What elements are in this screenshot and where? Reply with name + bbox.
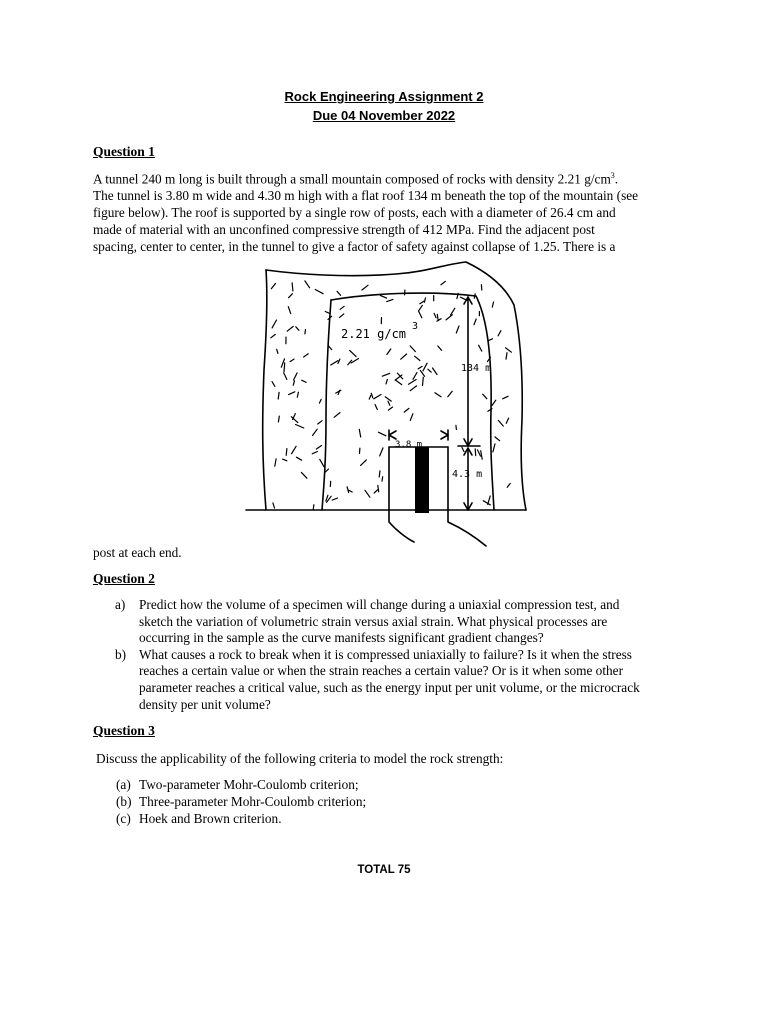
rock-hatch-mark: [424, 298, 425, 302]
rock-hatch-mark: [488, 339, 492, 341]
rock-hatch-mark: [284, 373, 287, 380]
rock-hatch-mark: [278, 392, 279, 399]
rock-hatch-mark: [273, 503, 275, 508]
item-marker: b): [115, 646, 127, 662]
question-1-text: [93, 167, 683, 255]
rock-hatch-mark: [332, 498, 337, 500]
rock-hatch-mark: [415, 356, 420, 360]
rock-hatch-mark: [334, 413, 340, 418]
item-line: Predict how the volume of a specimen will change during a uniaxial compression test, and: [139, 597, 620, 612]
rock-hatch-mark: [351, 359, 358, 364]
rock-hatch-mark: [296, 457, 301, 460]
rock-hatch-mark: [506, 353, 507, 359]
rock-hatch-mark: [271, 334, 276, 337]
rock-hatch-mark: [289, 392, 295, 395]
rock-hatch-mark: [289, 294, 293, 298]
rock-hatch-mark: [423, 377, 424, 385]
question-3-heading: Question 3: [93, 723, 155, 738]
rock-hatch-mark: [479, 345, 482, 351]
rock-hatch-mark: [441, 281, 445, 284]
rock-hatch-mark: [437, 314, 438, 320]
width-label: 3.8 m: [395, 440, 423, 450]
rock-hatch-mark: [296, 425, 304, 429]
rock-hatch-mark: [456, 326, 459, 333]
rock-hatch-mark: [284, 363, 285, 372]
rock-hatch-mark: [340, 314, 344, 318]
rock-hatch-mark: [419, 311, 422, 318]
rock-hatch-mark: [503, 396, 508, 399]
rock-hatch-mark: [292, 446, 297, 453]
rock-hatch-mark: [404, 408, 409, 412]
q1-line: spacing, center to center, in the tunnel to give a factor of safety against collapse of 1.25. There is a: [93, 239, 616, 255]
rock-hatch-mark: [304, 354, 309, 357]
tunnel-figure: [236, 260, 536, 555]
rock-hatch-mark: [272, 320, 276, 328]
rock-hatch-mark: [379, 471, 380, 477]
tunnel-drawing: [236, 260, 536, 555]
rock-hatch-mark: [294, 373, 298, 380]
rock-hatch-mark: [325, 312, 329, 314]
criterion-text: Two-parameter Mohr-Coulomb criterion;: [139, 777, 359, 792]
question-2-heading: Question 2: [93, 571, 155, 586]
question-2a: [115, 597, 695, 647]
criterion-item: [116, 776, 366, 793]
rock-hatch-mark: [288, 307, 290, 314]
rock-hatch-mark: [410, 414, 413, 421]
q1-line: A tunnel 240 m long is built through a small mountain composed of rocks with density 2.21 $g/cm^3$.: [93, 171, 619, 187]
criterion-item: [116, 793, 366, 810]
rock-hatch-mark: [456, 425, 457, 429]
rock-hatch-mark: [320, 459, 324, 466]
question-2b: [115, 647, 695, 713]
item-line: parameter reaches a critical value, such as the energy input per unit volume, or the microcrack: [139, 679, 640, 695]
rock-hatch-mark: [350, 350, 356, 356]
rock-hatch-mark: [371, 393, 373, 398]
rock-hatch-mark: [382, 477, 383, 481]
rock-hatch-mark: [506, 348, 512, 352]
rock-hatch-mark: [483, 394, 487, 399]
criterion-text: Hoek and Brown criterion.: [139, 811, 282, 826]
rock-hatch-mark: [387, 299, 393, 301]
rock-hatch-mark: [329, 346, 332, 350]
rock-hatch-mark: [418, 366, 422, 369]
rock-hatch-mark: [448, 391, 452, 397]
criteria-list: [116, 776, 366, 827]
q1-line: figure below). The roof is supported by a single row of posts, each with a diameter of 26.4 cm and: [93, 205, 616, 221]
rock-hatch-mark: [297, 392, 298, 397]
rock-hatch-mark: [380, 448, 383, 456]
due-date: Due 04 November 2022: [312, 108, 456, 123]
rock-hatch-mark: [451, 308, 455, 315]
q1-line: The tunnel is 3.80 m wide and 4.30 m high with a flat roof 134 m beneath the top of the mountain (see: [93, 188, 639, 204]
rock-hatch-mark: [271, 283, 275, 288]
rock-hatch-mark: [433, 368, 438, 375]
rock-hatch-mark: [409, 380, 417, 385]
rock-hatch-mark: [396, 380, 402, 385]
rock-hatch-mark: [305, 330, 306, 334]
item-marker: (c): [116, 811, 131, 826]
rock-hatch-mark: [382, 373, 389, 376]
rock-hatch-mark: [435, 393, 441, 397]
rock-hatch-mark: [492, 400, 496, 405]
rock-hatch-mark: [474, 319, 476, 325]
rock-hatch-mark: [362, 285, 368, 290]
rock-hatch-mark: [420, 301, 425, 304]
rock-hatch-mark: [419, 305, 423, 310]
rock-hatch-mark: [293, 381, 294, 385]
assignment-title: Rock Engineering Assignment 2: [284, 89, 484, 104]
rock-hatch-mark: [278, 416, 279, 422]
rock-hatch-mark: [385, 397, 391, 401]
rock-hatch-mark: [420, 370, 424, 376]
rock-hatch-mark: [315, 290, 323, 294]
rock-hatch-mark: [313, 429, 318, 435]
item-line: What causes a rock to break when it is compressed uniaxially to failure? Is it when the stress: [139, 646, 632, 662]
question-1-continuation: post at each end.: [93, 545, 182, 560]
rock-hatch-mark: [378, 432, 386, 436]
rock-hatch-mark: [374, 395, 381, 399]
rock-hatch-mark: [338, 390, 340, 394]
rock-hatch-mark: [410, 346, 415, 352]
rock-hatch-mark: [361, 460, 367, 466]
item-marker: a): [115, 597, 126, 612]
rock-hatch-mark: [507, 484, 510, 488]
criterion-text: Three-parameter Mohr-Coulomb criterion;: [139, 794, 367, 809]
item-line: density per unit volume?: [139, 696, 271, 712]
rock-hatch-mark: [481, 451, 483, 460]
item-marker: (a): [116, 777, 131, 792]
rock-hatch-mark: [378, 485, 379, 492]
rock-hatch-mark: [312, 452, 317, 454]
rock-hatch-mark: [296, 327, 299, 331]
density-exponent: 3: [412, 321, 419, 332]
rock-hatch-mark: [338, 359, 340, 363]
item-line: occurring in the sample as the curve manifests significant gradient changes?: [139, 630, 544, 646]
rock-hatch-mark: [388, 407, 392, 410]
rock-hatch-mark: [498, 420, 503, 426]
rock-hatch-mark: [340, 306, 344, 309]
rock-hatch-mark: [337, 291, 341, 295]
rock-hatch-mark: [375, 405, 377, 410]
rock-hatch-mark: [302, 380, 306, 382]
rock-hatch-mark: [359, 429, 360, 437]
rock-hatch-mark: [446, 315, 452, 320]
rock-hatch-mark: [374, 490, 378, 493]
rock-hatch-mark: [423, 363, 427, 371]
rock-hatch-mark: [410, 386, 416, 391]
question-1-heading: Question 1: [93, 144, 155, 159]
rock-hatch-mark: [493, 444, 495, 452]
rock-hatch-mark: [434, 313, 436, 317]
rock-hatch-mark: [386, 379, 387, 384]
rock-hatch-mark: [413, 373, 417, 380]
total-marks: TOTAL 75: [357, 864, 411, 876]
rock-hatch-mark: [275, 459, 276, 466]
rock-hatch-mark: [287, 326, 293, 331]
height-label: 134 m: [461, 363, 492, 374]
rock-hatch-mark: [272, 382, 275, 387]
rock-hatch-mark: [319, 399, 321, 403]
rock-hatch-mark: [388, 401, 390, 405]
rock-hatch-mark: [428, 369, 431, 372]
rock-hatch-mark: [349, 490, 353, 492]
rock-hatch-mark: [305, 281, 310, 288]
rock-hatch-mark: [369, 395, 371, 399]
rock-hatch-mark: [506, 418, 508, 423]
rock-hatch-mark: [313, 505, 314, 510]
criterion-item: [116, 810, 366, 827]
rock-hatch-mark: [318, 421, 322, 424]
rock-hatch-mark: [492, 302, 493, 307]
question-3-intro: Discuss the applicability of the following criteria to model the rock strength:: [96, 751, 504, 766]
rock-hatch-mark: [438, 346, 442, 350]
rock-hatch-mark: [474, 294, 475, 299]
rock-hatch-mark: [292, 283, 293, 291]
item-line: reaches a certain value or when the strain reaches a certain value? Or is it when some other: [139, 663, 624, 679]
rock-hatch-mark: [301, 472, 307, 478]
q1-line: made of material with an unconfined compressive strength of 412 MPa. Find the adjacent post: [93, 222, 595, 238]
rock-hatch-mark: [495, 437, 500, 441]
rock-hatch-mark: [286, 449, 287, 456]
rock-hatch-mark: [475, 449, 476, 456]
rock-hatch-mark: [462, 447, 464, 451]
rock-hatch-mark: [283, 459, 287, 461]
rock-hatch-mark: [498, 331, 501, 336]
rock-hatch-mark: [316, 446, 321, 450]
rock-hatch-mark: [387, 349, 391, 354]
rock-hatch-mark: [326, 469, 329, 472]
rock-hatch-mark: [277, 349, 278, 353]
rock-hatch-mark: [380, 295, 386, 298]
rock-hatch-mark: [401, 354, 407, 359]
tunnel-height-label: 4.3 m: [452, 469, 483, 480]
question-2-list: [115, 597, 695, 713]
rock-hatch-mark: [488, 496, 491, 504]
rock-hatch-mark: [365, 490, 370, 497]
rock-hatch-mark: [290, 359, 294, 362]
rock-hatch-mark: [331, 361, 338, 365]
item-line: sketch the variation of volumetric strain versus axial strain. What physical processes are: [139, 613, 608, 629]
density-label: 2.21 g/cm: [341, 327, 407, 341]
rock-hatch-mark: [478, 450, 481, 456]
item-marker: (b): [116, 794, 132, 809]
